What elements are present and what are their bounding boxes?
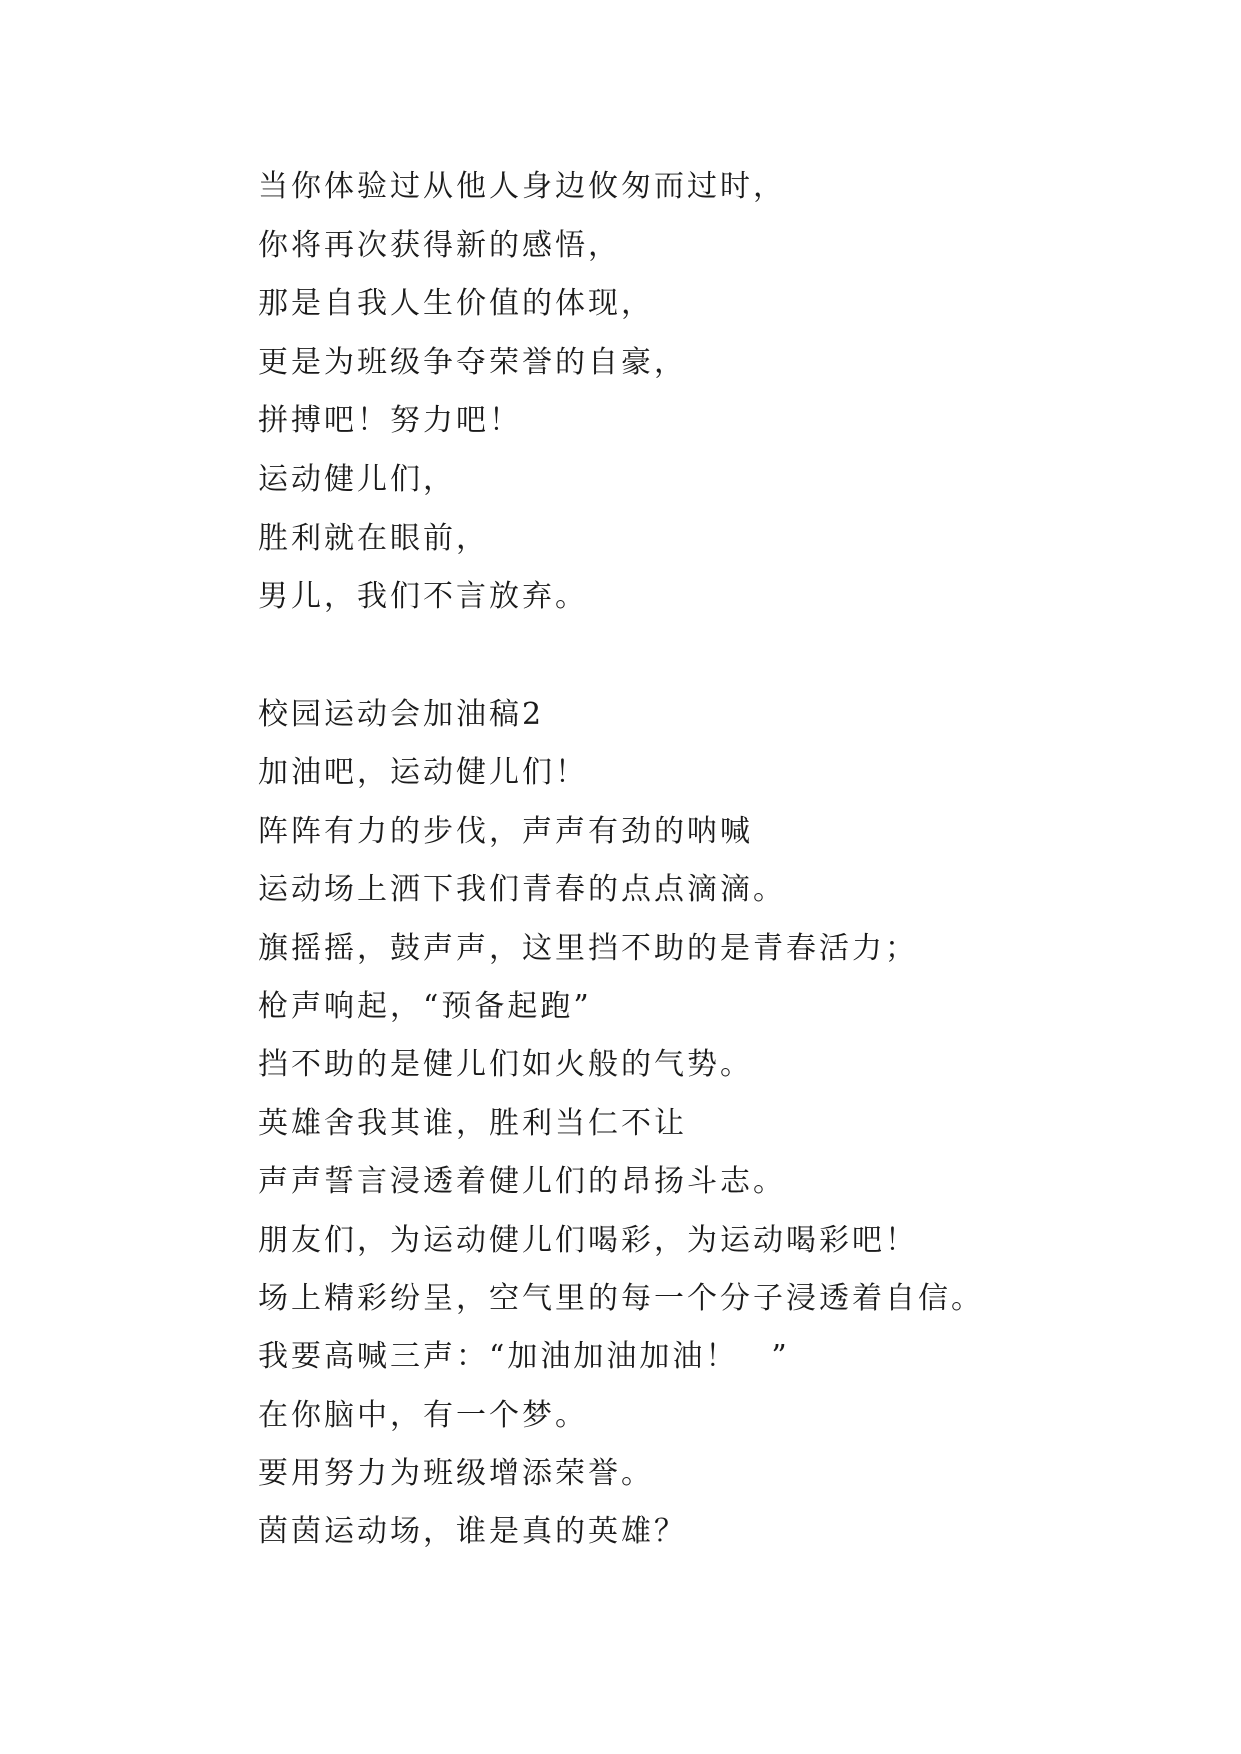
poem-line: 男儿，我们不言放弃。 bbox=[258, 579, 588, 615]
poem-line: 运动健儿们， bbox=[258, 461, 456, 497]
poem-line: 加油吧，运动健儿们！ bbox=[258, 755, 588, 791]
poem-line: 阵阵有力的步伐，声声有劲的呐喊 bbox=[258, 813, 753, 849]
poem-line: 场上精彩纷呈，空气里的每一个分子浸透着自信。 bbox=[258, 1280, 984, 1316]
poem-line: 胜利就在眼前， bbox=[258, 520, 489, 556]
poem-line: 我要高喊三声：“加油加油加油！ ” bbox=[258, 1339, 790, 1375]
poem-line: 更是为班级争夺荣誉的自豪， bbox=[258, 344, 687, 380]
poem-line: 在你脑中，有一个梦。 bbox=[258, 1397, 588, 1433]
poem-line: 旗摇摇，鼓声声，这里挡不助的是青春活力； bbox=[258, 930, 918, 966]
poem-line: 枪声响起，“预备起跑” bbox=[258, 988, 592, 1024]
poem-line: 拼搏吧！努力吧！ bbox=[258, 403, 522, 439]
poem-line: 茵茵运动场，谁是真的英雄？ bbox=[258, 1514, 687, 1550]
poem-section-2 bbox=[258, 686, 984, 1562]
section-title: 校园运动会加油稿2 bbox=[258, 697, 545, 732]
poem-line: 当你体验过从他人身边攸匆而过时， bbox=[258, 169, 786, 204]
poem-line: 要用努力为班级增添荣誉。 bbox=[258, 1456, 654, 1492]
poem-line: 挡不助的是健儿们如火般的气势。 bbox=[258, 1047, 753, 1083]
poem-line: 声声誓言浸透着健儿们的昂扬斗志。 bbox=[258, 1164, 786, 1200]
poem-line: 朋友们，为运动健儿们喝彩，为运动喝彩吧！ bbox=[258, 1222, 918, 1258]
poem-section-1 bbox=[258, 158, 786, 627]
poem-line: 那是自我人生价值的体现， bbox=[258, 286, 654, 322]
poem-line: 英雄舍我其谁，胜利当仁不让 bbox=[258, 1105, 687, 1141]
poem-line: 运动场上洒下我们青春的点点滴滴。 bbox=[258, 872, 786, 908]
poem-line: 你将再次获得新的感悟， bbox=[258, 227, 621, 263]
